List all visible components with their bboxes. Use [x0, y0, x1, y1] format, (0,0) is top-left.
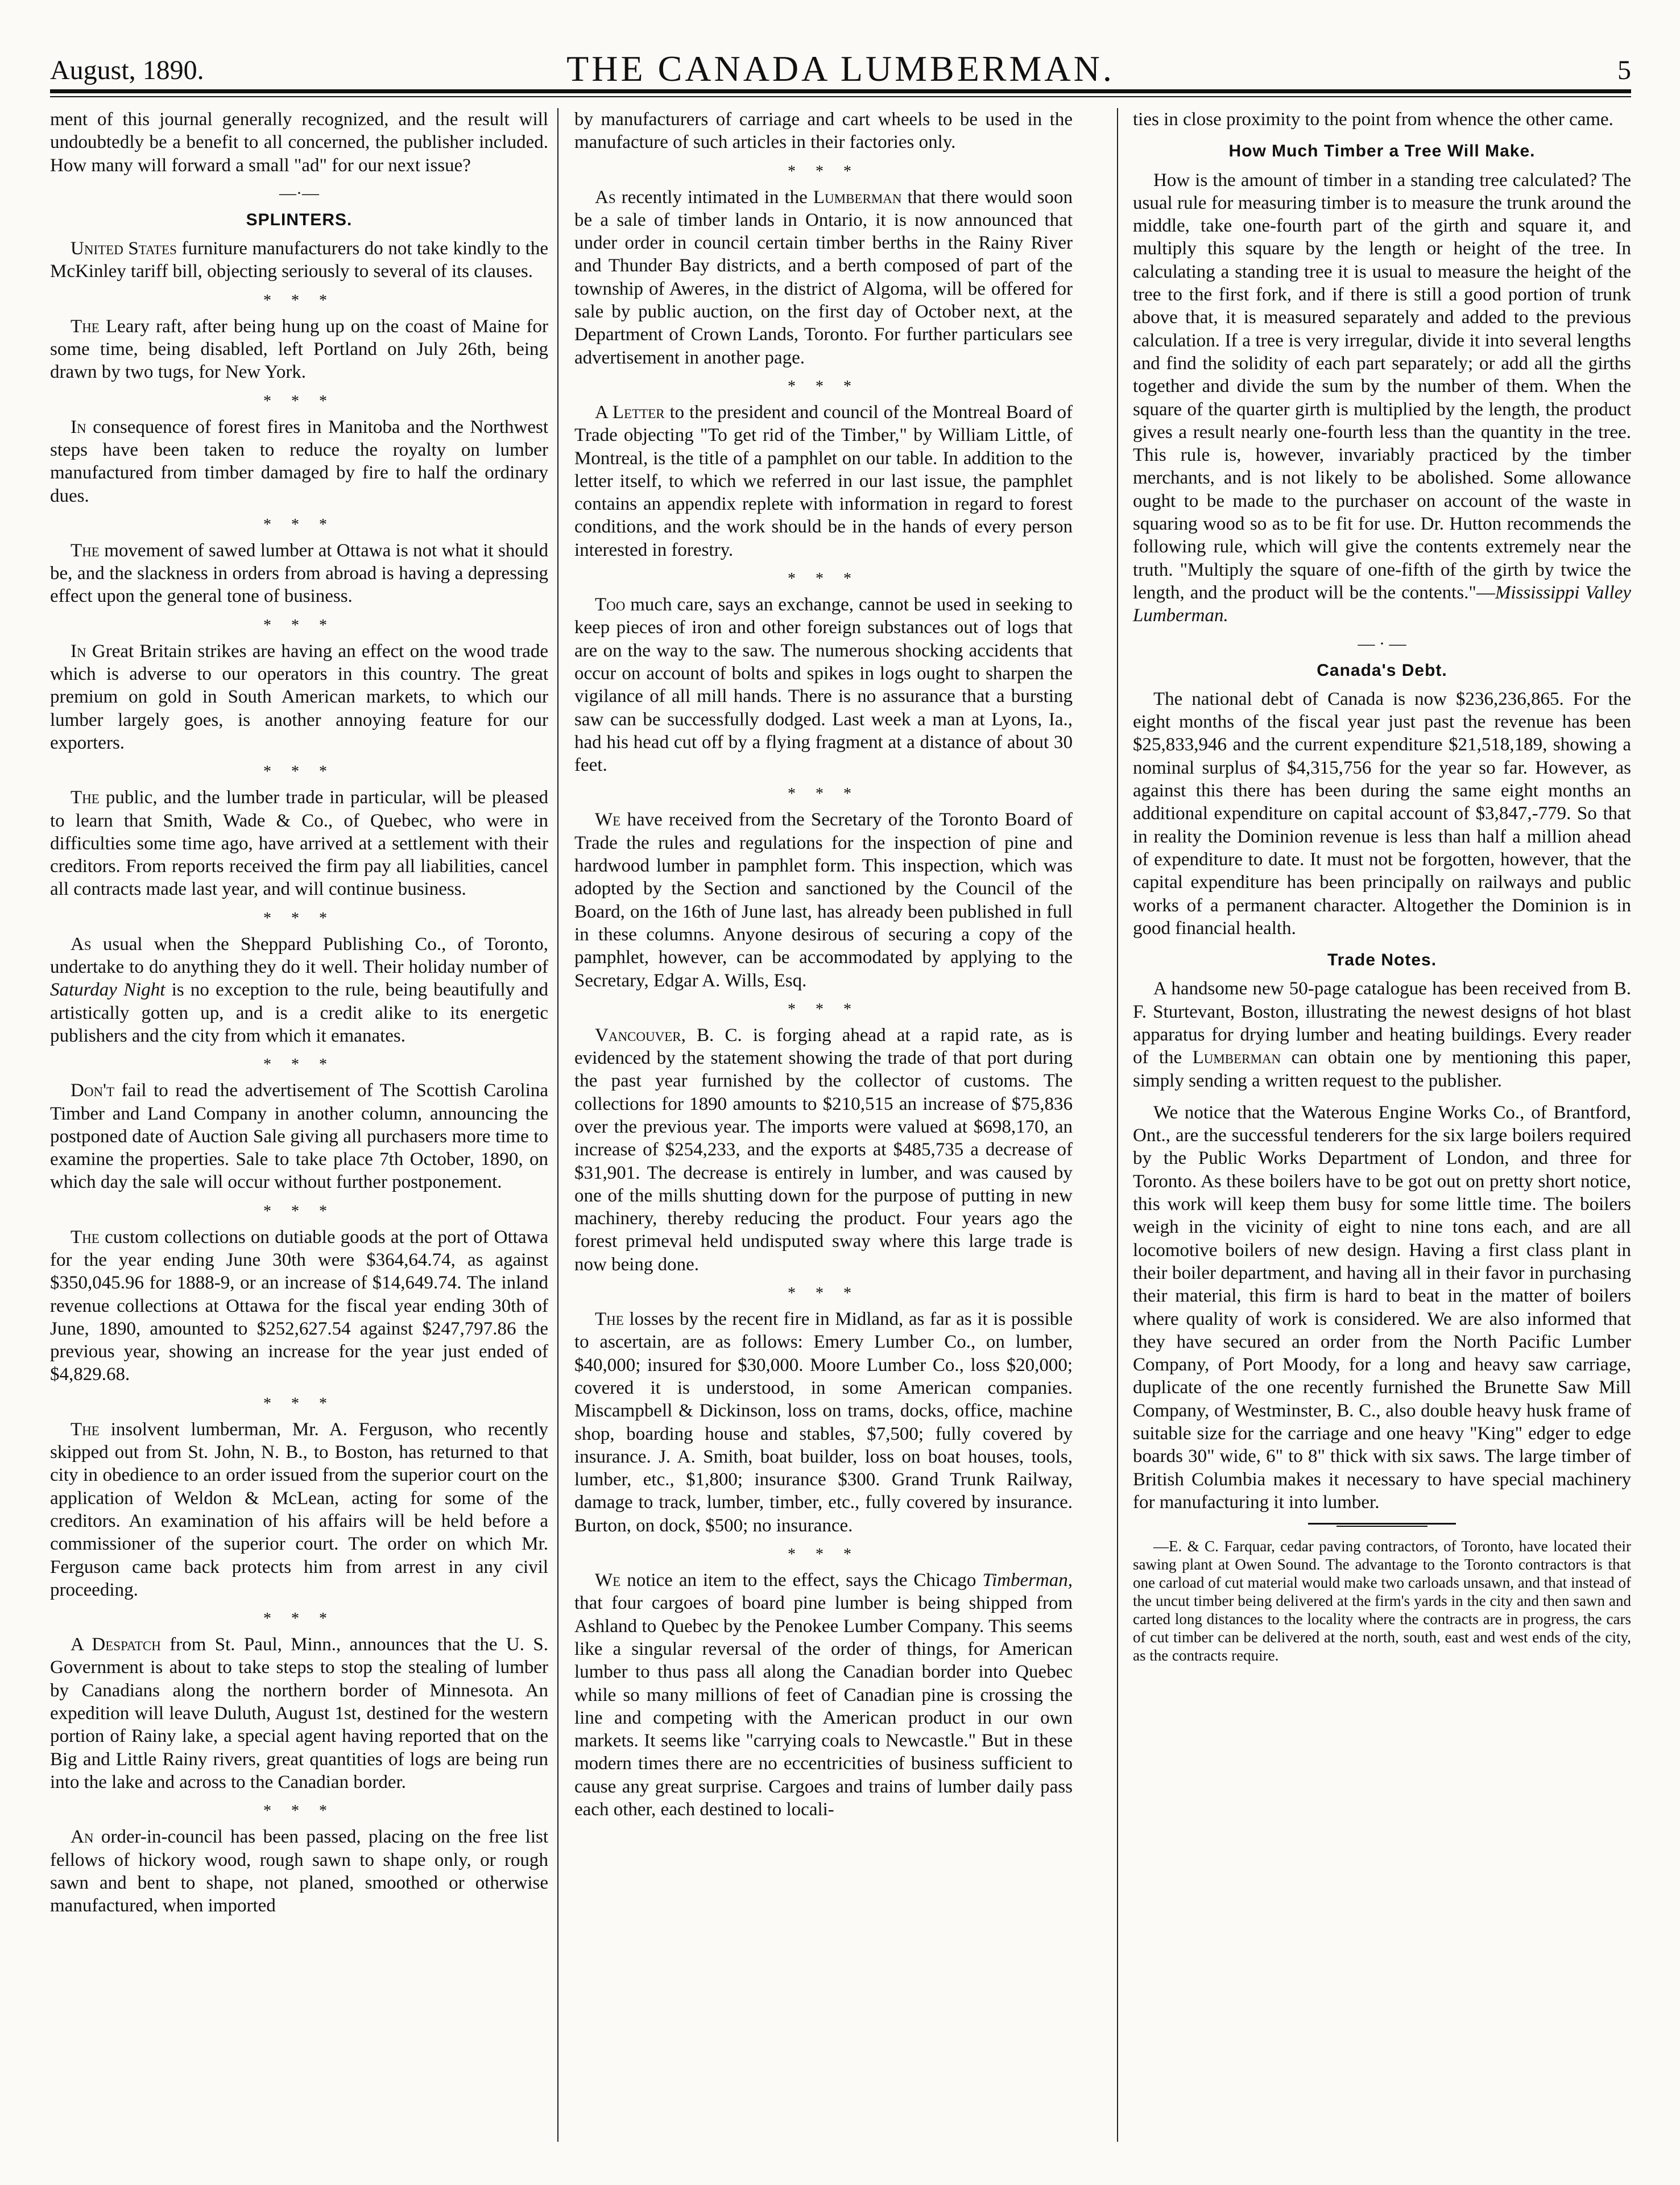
lead-word: We: [595, 1570, 621, 1591]
star-separator: * * *: [263, 1802, 335, 1820]
item-text: Leary raft, after being hung up on the coast of Maine for some time, being disabled, left Portland on July 26th, being drawn by two tugs, for New York.: [50, 316, 548, 383]
lead-word: Vancouver,: [595, 1025, 686, 1046]
item-text: have received from the Secretary of the Toronto Board of Trade the rules and regulations for the inspection of pine and hardwood lumber in pamphlet form. This inspection, which was adopted by the Section and sanctioned by the Council of the Board, on the 16th of June last, has already been published in full in these columns. Anyone desirous of securing a copy of the pamphlet, however, can be accommodated by applying to the Secretary, Edgar A. Wills, Esq.: [574, 809, 1073, 991]
journal-name: Lumberman: [1192, 1047, 1281, 1068]
item-text: from St. Paul, Minn., announces that the U. S. Government is about to take steps to stop the stealing of lumber by Canadians along the northern border of Minnesota. An expedition will leave Duluth, August 1st, destined for the western portion of Rainy lake, a special agent having reported that on the Big and Little Rainy rivers, great quantities of logs are being run into the lake and across to the Canadian border.: [50, 1634, 548, 1792]
issue-date: August, 1890.: [50, 55, 204, 85]
column-1: [50, 108, 548, 1926]
item-text: can obtain one by mentioning this paper, simply sending a written request to the publisher.: [1133, 1047, 1632, 1091]
item-text: A handsome new 50-page catalogue has been received from B. F. Sturtevant, Boston, illustrating the newest designs of hot blast apparatus for drying lumber and heating buildings. Every reader of the: [1133, 978, 1631, 1068]
splinter-item: [50, 640, 548, 754]
publication-title: Timberman,: [982, 1570, 1073, 1591]
column-divider: [557, 108, 558, 2142]
item-text: order-in-council has been passed, placing on the free list fellows of hickory wood, rough sawn to shape only, or rough sawn and bent to shape, not planed, smoothed or otherwise manufactured, when imported: [50, 1827, 548, 1916]
section-heading-trade-notes: Trade Notes.: [1327, 951, 1437, 970]
splinter-item: [50, 1079, 548, 1193]
article-paragraph: [1133, 977, 1631, 1092]
item-text: losses by the recent fire in Midland, as far as it is possible to ascertain, are as follows: Emery Lumber Co., on lumber, $40,000; insured for $30,000. Moore Lumber Co., loss $20,000; covered it is understood, in some American companies. Miscampbell & Dickinson, loss on trams, docks, office, machine shop, boarding house and stables, $7,500; fully covered by insurance. J. A. Smith, boat builder, loss on boat houses, tools, lumber, etc., $1,800; insurance $300. Grand Trunk Railway, damage to track, lumber, timber, etc., fully covered by insurance. Burton, on dock, $500; no insurance.: [574, 1309, 1073, 1536]
lead-word: In: [71, 416, 86, 437]
masthead: [50, 47, 1631, 92]
lead-word: We: [595, 809, 621, 831]
article-paragraph: The national debt of Canada is now $236,236,865. For the eight months of the fiscal year just past the revenue has been $25,833,946 and the current expenditure $21,518,189, showing a nominal surplus of $4,315,756 for the year so far. However, as against this there has been during the same eight months an additional expenditure on capital account of $3,847,-779. So that in reality the Dominion revenue is less than half a million ahead of expenditure to date. It must not be forgotten, however, that the capital expenditure has been principally on railways and public works of a permanent character. Altogether the Dominion is in good financial health.: [1133, 688, 1631, 939]
news-brief: —E. & C. Farquar, cedar paving contractors, of Toronto, have located their sawing plant at Owen Sound. The advantage to the Toronto contractors is that one carload of cut material would make two carloads unsawn, and that instead of the uncut timber being delivered at the firm's yards in the city and then sawn and carted long distances to the locality where the contracts are in progress, the cars of cut timber can be delivered at the north, south, east and west ends of the city, as the contracts require.: [1133, 1538, 1631, 1664]
star-separator: * * *: [263, 909, 335, 927]
star-separator: * * *: [788, 785, 859, 803]
star-separator: * * *: [263, 392, 335, 410]
lead-word: The: [71, 1419, 100, 1440]
masthead-rule: [50, 89, 1631, 93]
section-divider: [1308, 1523, 1456, 1525]
section-heading-splinters: SPLINTERS.: [246, 210, 353, 229]
lead-word: An: [71, 1827, 94, 1848]
article-paragraph: [1133, 169, 1631, 627]
star-separator: * * *: [263, 616, 335, 634]
item-text: that four cargoes of board pine lumber is being shipped from Ashland to Quebec by the Penokee Lumber Company. This seems like a singular reversal of the order of things, for American lumber to thus pass all along the Canadian border into Quebec while so many millions of feet of Canadian pine is crossing the line and competing with the American product in our own markets. It seems like "carrying coals to Newcastle." But in these modern times there are no eccentricities of business sufficient to cause any great surprise. Cargoes and trains of lumber daily pass each other, each destined to locali-: [574, 1593, 1073, 1820]
lead-word: As: [71, 934, 92, 955]
article-paragraph: by manufacturers of carriage and cart wheels to be used in the manufacture of such articles in their factories only.: [574, 109, 1073, 153]
newspaper-title: THE CANADA LUMBERMAN.: [566, 48, 1115, 89]
source-citation: Mississippi Valley Lumberman.: [1133, 582, 1631, 626]
splinter-item: [574, 401, 1073, 561]
splinter-item: [50, 1418, 548, 1601]
splinter-item: [50, 1226, 548, 1386]
star-separator: * * *: [263, 1056, 335, 1074]
lead-word: The: [71, 1226, 100, 1248]
page-number: 5: [1617, 55, 1631, 85]
column-3: [1133, 108, 1631, 1674]
article-paragraph: We notice that the Waterous Engine Works Co., of Brantford, Ont., are the successful tenderers for the six large boilers required by the Public Works Department of London, and three for Toronto. As these boilers have to be got out on pretty short notice, this work will keep them busy for some little time. The boilers weigh in the vicinity of eight to nine tons each, and are all locomotive boilers of new design. Having a first class plant in their boiler department, and having all in their favor in purchasing their material, this firm is hard to beat in the matter of boilers where quality of work is considered. We are also informed that they have secured an order from the North Pacific Lumber Company, of Port Moody, for a long and heavy saw carriage, duplicate of the one recently furnished the Brunette Saw Mill Company, of Westminster, B. C., also double heavy husk frame of suitable size for the carriage and one heavy "King" edger to edge boards 30" wide, 6" to 8" thick with six saws. The large timber of British Columbia makes it necessary to have special machinery for manufacturing it into lumber.: [1133, 1102, 1631, 1513]
item-text: is no exception to the rule, being beautifully and artistically gotten up, and is a credit alike to its energetic publishers and the city from which it emanates.: [50, 980, 549, 1046]
section-heading-debt: Canada's Debt.: [1317, 660, 1447, 680]
splinter-item: [574, 593, 1073, 776]
item-text: movement of sawed lumber at Ottawa is not what it should be, and the slackness in orders from abroad is having a depressing effect upon the general tone of business.: [50, 540, 549, 607]
star-separator: * * *: [263, 1610, 335, 1628]
star-separator: * * *: [263, 763, 335, 781]
item-text: insolvent lumberman, Mr. A. Ferguson, who recently skipped out from St. John, N. B., to Boston, has returned to that city in obedience to an order issued from the superior court on the application of Weldon & McLean, acting for some of the creditors. An examination of his affairs will be held before a commissioner of the superior court. The order on which Mr. Ferguson came back protects him from arrest in any civil proceeding.: [50, 1419, 549, 1600]
lead-word: The: [595, 1309, 624, 1330]
splinter-item: [50, 539, 548, 608]
item-text: notice an item to the effect, says the Chicago: [627, 1570, 976, 1591]
section-heading-timber: How Much Timber a Tree Will Make.: [1228, 142, 1536, 161]
splinter-item: [574, 1024, 1073, 1276]
star-separator: * * *: [263, 1202, 335, 1220]
splinter-item: [50, 933, 548, 1047]
lead-word: A Despatch: [71, 1634, 161, 1655]
item-text: How is the amount of timber in a standing tree calculated? The usual rule for measuring timber is to measure the trunk around the middle, take one-fourth part of the girth and square it, and multiply this square by the length or height of the tree. In calculating a standing tree it is usual to measure the height of the tree to the first fork, and if there is still a good portion of trunk above that, it is measured separately and added to the previous calculation. If a tree is very irregular, divide it into several lengths and find the solidity of each part separately; or add all the girths together and divide the sum by the number of them. When the square of the quarter girth is multiplied by the length, the product gives a result nearly one-fourth less than the quantity in the tree. This rule is, however, invariably practiced by the timber merchants, and is not likely to be abolished. Some allowance ought to be made to the purchaser on account of the waste in squaring wood so as to be fit for use. Dr. Hutton recommends the following rule, which will give the contents extremely near the truth. "Multiply the square of one-fifth of the girth by twice the length, and the product will be the contents."—: [1133, 170, 1631, 603]
item-text: recently intimated in the: [621, 187, 808, 208]
splinter-item: [574, 1569, 1073, 1821]
article-paragraph: ment of this journal generally recognized, and the result will undoubtedly be a benefit to all concerned, the publisher included. How many will forward a small "ad" for our next issue?: [50, 109, 548, 176]
splinter-item: [50, 237, 548, 283]
masthead-rule-thin: [50, 96, 1631, 97]
item-text: public, and the lumber trade in particular, will be pleased to learn that Smith, Wade & Co., of Quebec, who were in difficulties some time ago, have arrived at a settlement with their creditors. From reports received the firm pay all liabilities, cancel all contracts made last year, and will continue business.: [50, 787, 548, 900]
lead-word: United States: [71, 238, 177, 259]
item-text: usual when the Sheppard Publishing Co., of Toronto, undertake to do anything they do it well. Their holiday number of: [50, 934, 548, 978]
item-text: custom collections on dutiable goods at the port of Ottawa for the year ending June 30th were $364,64.74, as against $350,045.96 for 1888-9, or an increase of $14,649.74. The inland revenue collections at Ottawa for the fiscal year ending 30th of June, 1890, amounted to $252,627.54 against $247,797.86 the previous year, showing an increase for the year just ended of $4,829.68.: [50, 1226, 549, 1385]
star-separator: * * *: [263, 515, 335, 534]
item-text: much care, says an exchange, cannot be used in seeking to keep pieces of iron and other foreign substances out of logs that are on the way to the saw. The numerous shocking accidents that occur on account of bolts and spikes in logs ought to sharpen the vigilance of all mill hands. There is no assurance that a bursting saw can be successfully dodged. Last week a man at Lyons, Ia., had his head cut off by a flying fragment at a distance of about 30 feet.: [574, 594, 1073, 776]
star-separator: * * *: [263, 291, 335, 309]
splinter-item: [574, 1308, 1073, 1537]
item-text: that there would soon be a sale of timber lands in Ontario, it is now announced that under order in council certain timber berths in the Rainy River and Thunder Bay districts, and a berth composed of part of the township of Aweres, in the district of Algoma, will be offered for sale by public auction, on the first day of October next, at the Department of Crown Lands, Toronto. For further particulars see advertisement in another page.: [574, 187, 1073, 368]
section-ornament: —·—: [279, 183, 319, 203]
lead-word: The: [71, 316, 100, 337]
star-separator: * * *: [788, 162, 859, 180]
journal-name: Lumberman: [813, 187, 902, 208]
section-ornament: — · —: [1358, 634, 1406, 653]
lead-word: As: [595, 187, 616, 208]
splinter-item: [50, 1825, 548, 1917]
star-separator: * * *: [263, 1394, 335, 1412]
item-text: furniture manufacturers do not take kindly to the McKinley tariff bill, objecting seriously to several of its clauses.: [50, 238, 549, 282]
lead-word: In: [71, 641, 86, 662]
lead-word: Don't: [71, 1080, 115, 1101]
item-text: fail to read the advertisement of The Scottish Carolina Timber and Land Company in another column, announcing the postponed date of Auction Sale giving all purchasers more time to examine the properties. Sale to take place 7th October, 1890, on which day the sale will occur without further postponement.: [50, 1080, 549, 1193]
splinter-item: [574, 808, 1073, 992]
star-separator: * * *: [788, 1284, 859, 1303]
lead-word: The: [71, 540, 100, 561]
star-separator: * * *: [788, 1000, 859, 1018]
splinter-item: [574, 186, 1073, 369]
column-2: [574, 108, 1073, 1830]
publication-title: Saturday Night: [50, 980, 165, 1001]
star-separator: * * *: [788, 1546, 859, 1564]
star-separator: * * *: [788, 377, 859, 395]
item-text: consequence of forest fires in Manitoba and the Northwest steps have been taken to reduce the royalty on lumber manufactured from timber damaged by fire to half the ordinary dues.: [50, 416, 549, 506]
splinter-item: [50, 1633, 548, 1794]
item-text: to the president and council of the Montreal Board of Trade objecting "To get rid of the Timber," by William Little, of Montreal, is the title of a pamphlet on our table. In addition to the letter itself, to which we referred in our last issue, the pamphlet contains an appendix replete with information in regard to forest conditions, and the work should be in the hands of every person interested in forestry.: [574, 402, 1073, 560]
lead-word: Too: [595, 594, 626, 616]
article-paragraph: ties in close proximity to the point from whence the other came.: [1133, 109, 1613, 130]
item-text: B. C. is forging ahead at a rapid rate, as is evidenced by the statement showing the trade of that port during the past year furnished by the collector of customs. The collections for 1890 amounts to $210,515 an increase of $75,836 over the previous year. The imports were valued at $698,170, an increase of $254,233, and the exports at $485,735 a decrease of $31,901. The decrease is entirely in lumber, and was caused by one of the mills shutting down for the purpose of putting in new machinery, thereby reducing the product. Four years ago the forest primeval held undisputed sway where this large trade is now being done.: [574, 1025, 1073, 1275]
column-divider: [1117, 108, 1118, 2142]
item-text: Great Britain strikes are having an effect on the wood trade which is adverse to our operators in this country. The great premium on gold in South American markets, to which our lumber largely goes, is another annoying feature for our exporters.: [50, 641, 549, 753]
splinter-item: [50, 786, 548, 901]
lead-word: The: [71, 787, 100, 808]
lead-word: A Letter: [595, 402, 665, 423]
star-separator: * * *: [788, 570, 859, 588]
section-divider: [1336, 1526, 1427, 1527]
splinter-item: [50, 416, 548, 507]
splinter-item: [50, 315, 548, 384]
